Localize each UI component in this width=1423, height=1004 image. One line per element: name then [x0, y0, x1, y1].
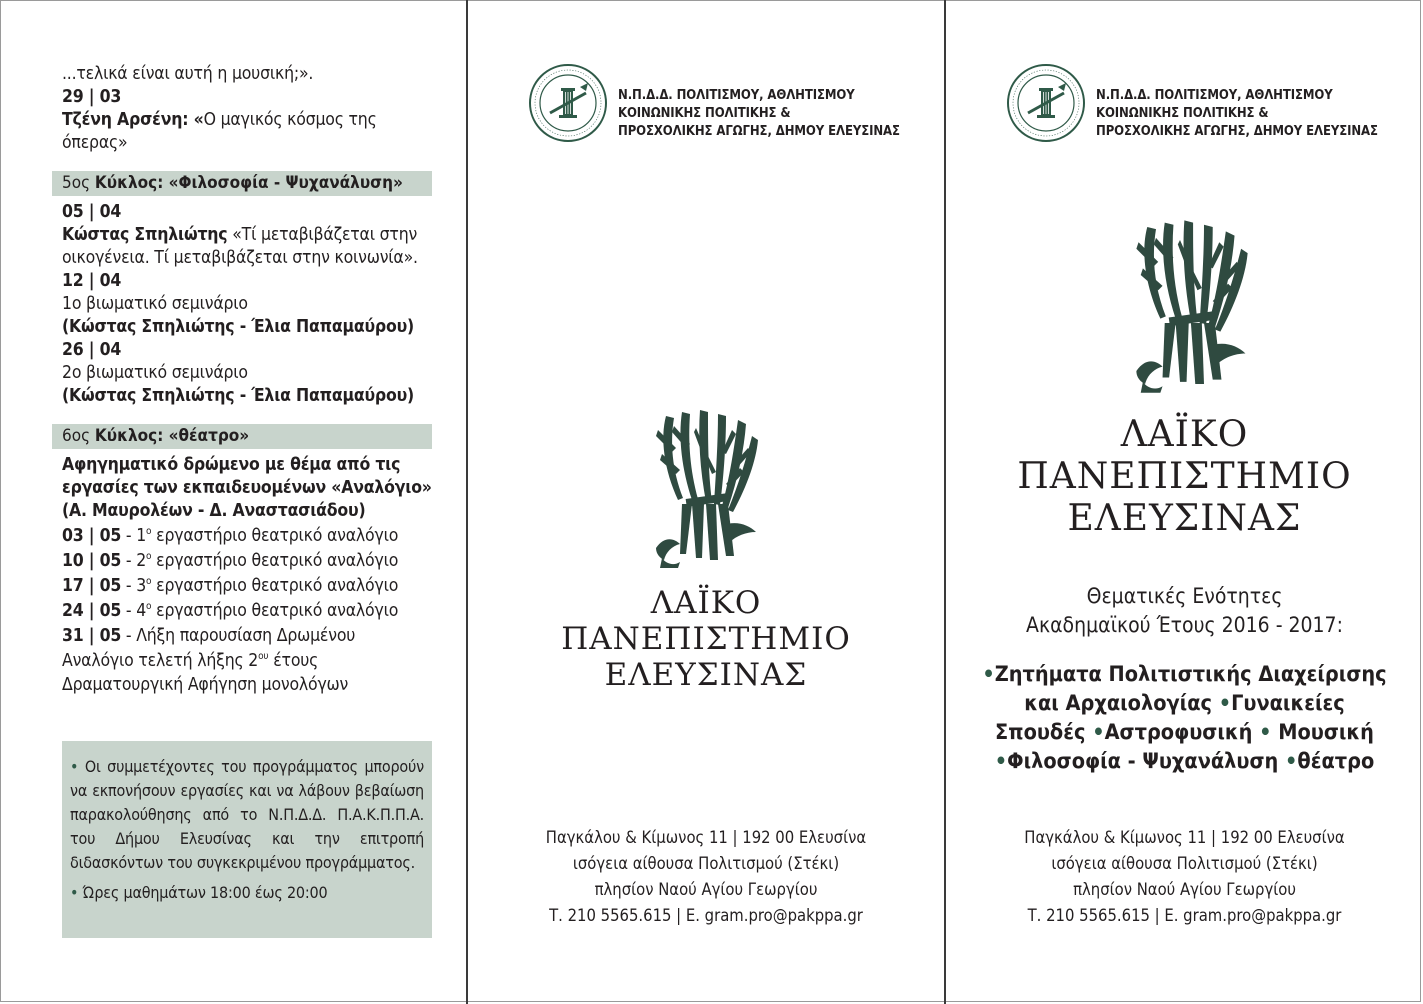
session-line: 03 | $05 - 1^o$ εργαστήριο θεατρικό αναλόγιο	[62, 526, 399, 546]
university-title: ΛΑΪΚΟ ΠΑΝΕΠΙΣΤΗΜΙΟ ΕΛΕΥΣΙΝΑΣ	[561, 585, 851, 693]
cycle-6-heading: 6ος Κύκλος: «θέατρο»	[52, 424, 432, 449]
speaker-name: Τζένη Αρσένη: «	[62, 110, 204, 130]
back-cover-panel	[468, 0, 944, 1004]
contact-address: Παγκάλου & Κίμωνος 11 | 192 00 Ελευσίνα ισόγεια αίθουσα Πολιτισμού (Στέκι) πλησίον Ναού Αγίου Γεωργίου Τ. 210 5565.615 | Ε. gram.pro@pakppa.gr	[545, 828, 867, 925]
program-line: Τζένη Αρσένη: «Ο μαγικός κόσμος της	[62, 110, 377, 130]
wheat-logo-icon	[1132, 218, 1252, 393]
participants-note	[62, 741, 432, 938]
topics-list: •Ζητήματα Πολιτιστικής Διαχείρισης και Αρχαιολογίας •Γυναικείες Σπουδές •Αστροφυσική • Μουσική •Φιλοσοφία - Ψυχανάλυση •θέατρο	[982, 662, 1387, 774]
session-line: 24 | $05 - 4^o$ εργαστήριο θεατρικό αναλόγιο	[62, 601, 399, 621]
municipality-seal-icon	[1006, 63, 1086, 143]
organization-name: Ν.Π.Δ.Δ. ΠΟΛΙΤΙΣΜΟΥ, ΑΘΛΗΤΙΣΜΟΥ ΚΟΙΝΩΝΙΚΗΣ ΠΟΛΙΤΙΚΗΣ & ΠΡΟΣΧΟΛΙΚΗΣ ΑΓΩΓΗΣ, ΔΗΜΟΥ ΕΛΕΥΣΙΝΑΣ	[618, 88, 900, 139]
front-cover-panel	[946, 0, 1423, 1004]
program-line: Αναλόγιο τελετή λήξης $2^{o\upsilon}$ έτους	[62, 651, 319, 671]
program-line: εργασίες των εκπαιδευομένων «Αναλόγιο»	[62, 478, 432, 498]
program-line: (Κώστας Σπηλιώτης - Έλια Παπαμαύρου)	[62, 317, 415, 337]
program-date: 12 | 04	[62, 271, 122, 291]
program-date: 29 | 03	[62, 87, 122, 107]
program-line: ...τελικά είναι αυτή η μουσική;».	[62, 64, 314, 84]
contact-address: Παγκάλου & Κίμωνος 11 | 192 00 Ελευσίνα ισόγεια αίθουσα Πολιτισμού (Στέκι) πλησίον Ναού Αγίου Γεωργίου Τ. 210 5565.615 | Ε. gram.pro@pakppa.gr	[1024, 828, 1345, 925]
university-title: ΛΑΪΚΟ ΠΑΝΕΠΙΣΤΗΜΙΟ ΕΛΕΥΣΙΝΑΣ	[1017, 414, 1352, 539]
organization-header	[468, 63, 944, 143]
municipality-seal-icon	[528, 63, 608, 143]
program-line: 1ο βιωματικό σεμινάριο	[62, 294, 248, 314]
organization-header	[946, 63, 1423, 143]
note-paragraph: • Οι συμμετέχοντες του προγράμματος μπορούν να εκπονήσουν εργασίες και να λάβουν βεβαίωση παρακολούθησης από το Ν.Π.Δ.Δ. Π.Α.Κ.Π.Π.Α. του Δήμου Ελευσίνας και την επιτροπή διδασκόντων του συγκεκριμένου προγράμματος.	[70, 757, 424, 872]
program-line: Δραματουργική Αφήγηση μονολόγων	[62, 675, 349, 695]
speaker-name: Κώστας Σπηλιώτης	[62, 225, 228, 245]
program-line: όπερας»	[62, 133, 128, 153]
program-date: 05 | 04	[62, 202, 122, 222]
program-line: Κώστας Σπηλιώτης «Τί μεταβιβάζεται στην	[62, 225, 418, 245]
program-line: (Α. Μαυρολέων - Δ. Αναστασιάδου)	[62, 501, 366, 521]
program-panel	[0, 0, 466, 1004]
program-date: 26 | 04	[62, 340, 122, 360]
cycle-5-heading: 5ος Κύκλος: «Φιλοσοφία - Ψυχανάλυση»	[52, 171, 432, 196]
session-line: 31 | 05 - Λήξη παρουσίαση Δρωμένου	[62, 626, 356, 646]
session-line: 10 | $05 - 2^o$ εργαστήριο θεατρικό αναλόγιο	[62, 551, 399, 571]
program-line: (Κώστας Σπηλιώτης - Έλια Παπαμαύρου)	[62, 386, 415, 406]
organization-name: Ν.Π.Δ.Δ. ΠΟΛΙΤΙΣΜΟΥ, ΑΘΛΗΤΙΣΜΟΥ ΚΟΙΝΩΝΙΚΗΣ ΠΟΛΙΤΙΚΗΣ & ΠΡΟΣΧΟΛΙΚΗΣ ΑΓΩΓΗΣ, ΔΗΜΟΥ ΕΛΕΥΣΙΝΑΣ	[1096, 88, 1378, 139]
wheat-logo-icon	[652, 408, 762, 568]
program-line: Αφηγηματικό δρώμενο με θέμα από τις	[62, 455, 401, 475]
program-line: οικογένεια. Τί μεταβιβάζεται στην κοινωνία».	[62, 248, 418, 268]
note-hours: • Ώρες μαθημάτων 18:00 έως 20:00	[70, 883, 328, 902]
program-line: 2ο βιωματικό σεμινάριο	[62, 363, 248, 383]
cover-subtitle: Θεματικές Ενότητες Ακαδημαϊκού Έτους 2016 - 2017:	[1026, 584, 1343, 637]
session-line: 17 | $05 - 3^o$ εργαστήριο θεατρικό αναλόγιο	[62, 576, 399, 596]
